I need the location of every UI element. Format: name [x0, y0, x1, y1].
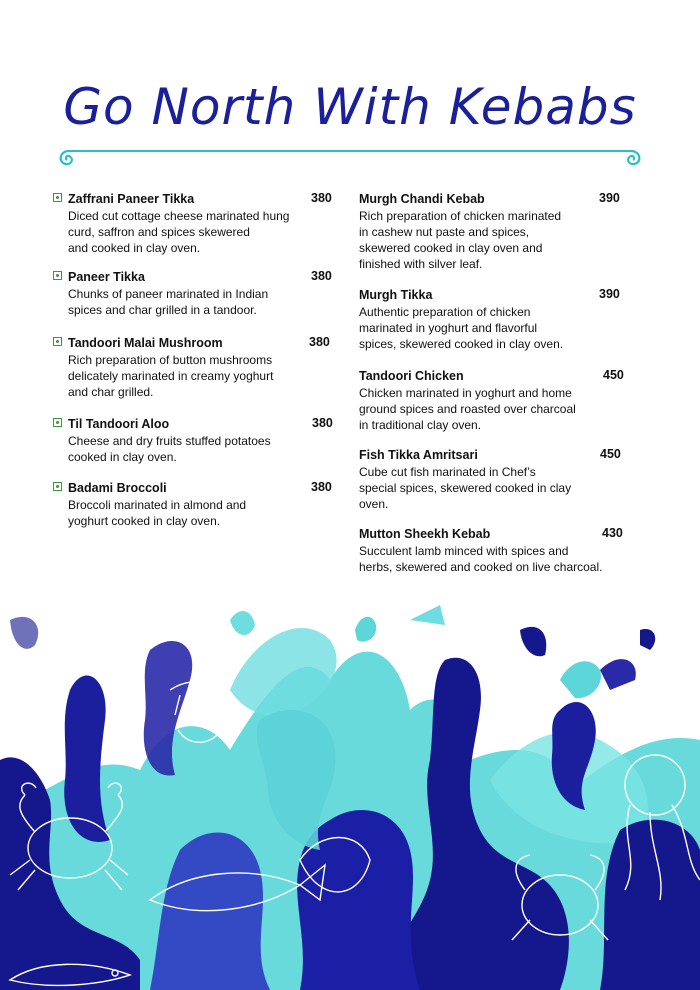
- item-name: Murgh Chandi Kebab: [359, 192, 485, 206]
- veg-icon: [53, 271, 62, 280]
- item-price: 380: [311, 480, 332, 494]
- item-description: Broccoli marinated in almond and yoghurt cooked in clay oven.: [68, 498, 247, 528]
- item-name: Fish Tikka Amritsari: [359, 448, 478, 462]
- menu-item: [359, 368, 649, 433]
- item-name: Til Tandoori Aloo: [68, 417, 170, 431]
- item-price: 380: [312, 416, 333, 430]
- item-description: Authentic preparation of chicken marinated in yoghurt and flavorful spices, skewered cooked in clay oven.: [359, 305, 564, 351]
- decorative-divider: [55, 145, 645, 175]
- item-name: Paneer Tikka: [68, 270, 145, 284]
- item-name: Zaffrani Paneer Tikka: [68, 192, 195, 206]
- item-description: Rich preparation of button mushrooms delicately marinated in creamy yoghurt and char grilled.: [68, 353, 274, 399]
- item-price: 450: [600, 447, 621, 461]
- menu-item: [68, 335, 358, 400]
- item-description: Cheese and dry fruits stuffed potatoes cooked in clay oven.: [68, 434, 271, 464]
- item-price: 380: [311, 191, 332, 205]
- item-name: Tandoori Chicken: [359, 369, 464, 383]
- item-description: Chicken marinated in yoghurt and home ground spices and roasted over charcoal in traditional clay oven.: [359, 386, 576, 432]
- item-name: Mutton Sheekh Kebab: [359, 527, 491, 541]
- item-price: 430: [602, 526, 623, 540]
- menu-item: [68, 416, 358, 465]
- veg-icon: [53, 418, 62, 427]
- menu-item: [359, 447, 649, 512]
- item-price: 450: [603, 368, 624, 382]
- item-description: Succulent lamb minced with spices and herbs, skewered and cooked on live charcoal.: [359, 544, 603, 574]
- item-price: 390: [599, 191, 620, 205]
- item-name: Badami Broccoli: [68, 481, 167, 495]
- item-description: Diced cut cottage cheese marinated hung curd, saffron and spices skewered and cooked in clay oven.: [68, 209, 290, 255]
- item-name: Murgh Tikka: [359, 288, 433, 302]
- menu-item: [359, 287, 649, 352]
- item-name: Tandoori Malai Mushroom: [68, 336, 223, 350]
- menu-item: [68, 191, 358, 256]
- veg-icon: [53, 482, 62, 491]
- decorative-sea-splash: [0, 600, 700, 990]
- item-description: Rich preparation of chicken marinated in cashew nut paste and spices, skewered cooked in clay oven and finished with silver leaf.: [359, 209, 562, 271]
- item-price: 380: [309, 335, 330, 349]
- item-price: 390: [599, 287, 620, 301]
- menu-item: [359, 191, 649, 272]
- item-description: Cube cut fish marinated in Chef’s special spices, skewered cooked in clay oven.: [359, 465, 572, 511]
- menu-item: [68, 480, 358, 529]
- menu-title: Go North With Kebabs: [63, 78, 637, 136]
- menu-item: [359, 526, 649, 575]
- item-price: 380: [311, 269, 332, 283]
- veg-icon: [53, 337, 62, 346]
- veg-icon: [53, 193, 62, 202]
- menu-item: [68, 269, 358, 318]
- item-description: Chunks of paneer marinated in Indian spices and char grilled in a tandoor.: [68, 287, 269, 317]
